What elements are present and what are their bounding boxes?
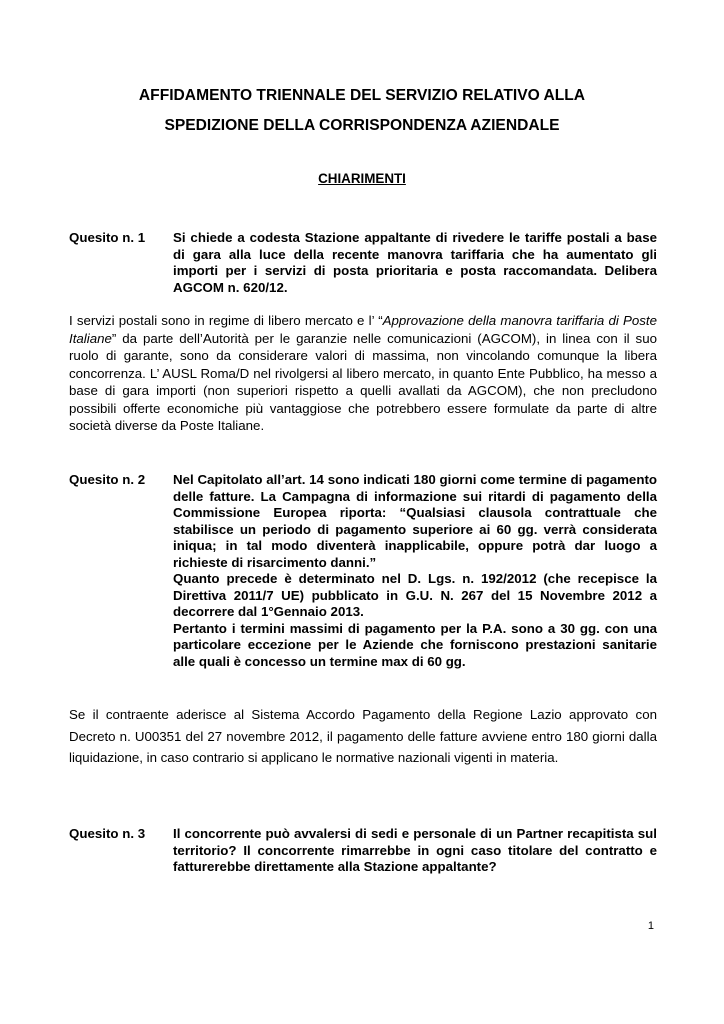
question-2-paragraph-1: Nel Capitolato all’art. 14 sono indicati 180 giorni come termine di pagamento delle fatture. La Campagna di informazione sui ritardi di pagamento della Commissione Europea riporta: “Qualsiasi clausola contrattuale che stabilisce un periodo di pagamento superiore ai 60 gg. verrà considerata iniqua; in tal modo diventerà inapplicabile, oppure potrà dar luogo a richieste di risarcimento danni.” — [173, 472, 657, 570]
answer-1-pre: I servizi postali sono in regime di libero mercato e l’ “ — [69, 313, 383, 328]
question-2 — [69, 472, 657, 670]
question-2-paragraph-2: Quanto precede è determinato nel D. Lgs. n. 192/2012 (che recepisce la Direttiva 2011/7 UE) pubblicato in G.U. N. 267 del 15 Novembre 2012 a decorrere dal 1°Gennaio 2013. — [173, 571, 657, 619]
question-1-text: Si chiede a codesta Stazione appaltante di rivedere le tariffe postali a base di gara alla luce della recente manovra tariffaria che ha aumentato gli importi per i servizi di posta prioritaria e posta raccomandata. Delibera AGCOM n. 620/12. — [173, 230, 657, 295]
question-2-paragraph-3: Pertanto i termini massimi di pagamento per la P.A. sono a 30 gg. con una particolare eccezione per le Aziende che forniscono prestazioni sanitarie alle quali è concesso un termine max di 60 gg. — [173, 620, 657, 669]
answer-1-post: ” da parte dell’Autorità per le garanzie nelle comunicazioni (AGCOM), in linea con il suo ruolo di garante, sono da considerare valori di massima, non vincolando comunque la libera concorrenza. L’ AUSL Roma/D nel rivolgersi al libero mercato, in quanto Ente Pubblico, ha messo a base di gara importi (non superiori rispetto a quelli avallati da AGCOM), che non precludono possibili offerte economiche più vantaggiose che potrebbero essere formulate da parte di altre società diverse da Poste Italiane. — [69, 330, 657, 433]
answer-1-text — [69, 312, 657, 435]
document-title-line-2: SPEDIZIONE DELLA CORRISPONDENZA AZIENDALE — [164, 117, 560, 134]
section-heading — [60, 171, 664, 186]
question-2-label: Quesito n. 2 — [69, 472, 146, 487]
answer-1 — [69, 312, 657, 435]
page-number: 1 — [647, 920, 654, 932]
answer-2 — [69, 704, 657, 769]
section-heading-text: CHIARIMENTI — [318, 171, 406, 186]
answer-1-italic: Approvazione della manovra tariffaria di Poste Italiane — [69, 313, 657, 346]
question-3-text: Il concorrente può avvalersi di sedi e personale di un Partner recapitista sul territorio? Il concorrente rimarrebbe in ogni caso titolare del contratto e fatturerebbe direttamente alla Stazione appaltante? — [173, 826, 657, 874]
question-3-label: Quesito n. 3 — [69, 826, 146, 841]
question-3 — [69, 826, 657, 876]
question-1 — [69, 230, 657, 296]
document-title-line-1: AFFIDAMENTO TRIENNALE DEL SERVIZIO RELATIVO ALLA — [138, 87, 586, 104]
answer-2-text: Se il contraente aderisce al Sistema Accordo Pagamento della Regione Lazio approvato con Decreto n. U00351 del 27 novembre 2012, il pagamento delle fatture avviene entro 180 giorni dalla liquidazione, in caso contrario si applicano le normative nazionali vigenti in materia. — [69, 707, 657, 766]
question-1-label: Quesito n. 1 — [69, 230, 146, 245]
